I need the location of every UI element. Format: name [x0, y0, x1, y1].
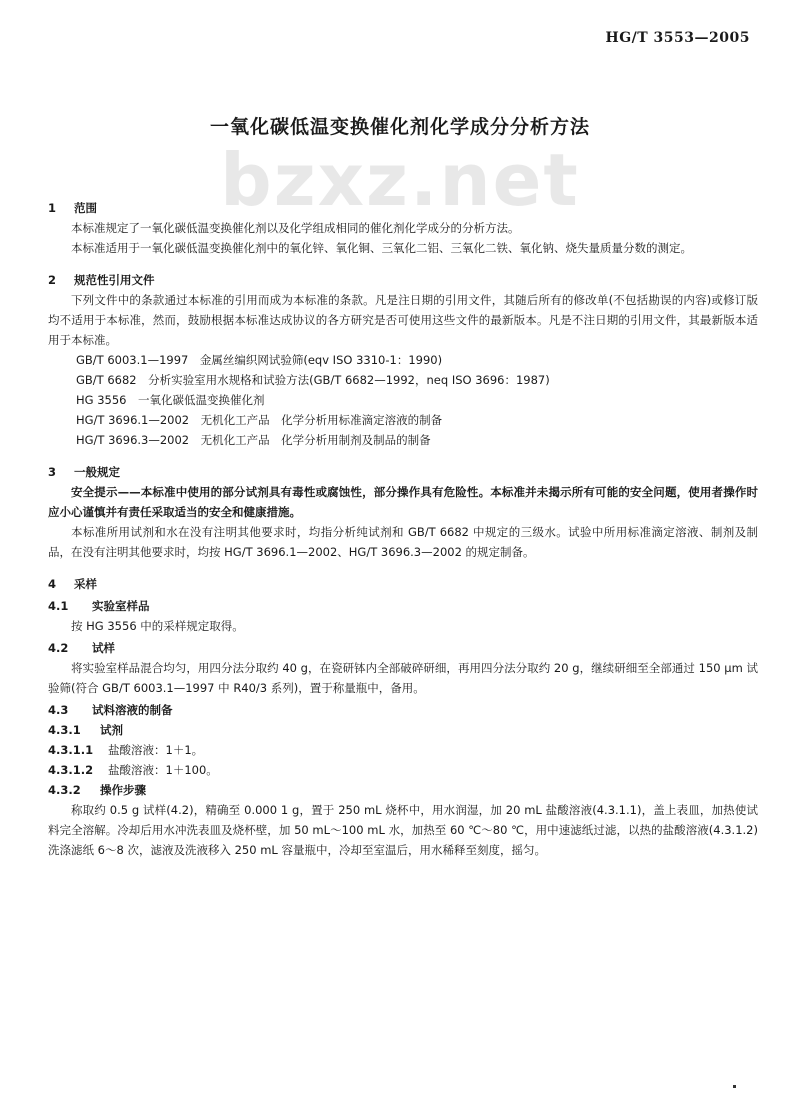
section-1-paragraph-2: 本标准适用于一氧化碳低温变换催化剂中的氧化锌、氧化铜、三氧化二铝、三氧化二铁、氧化钠、烧失量质量分数的测定。 — [71, 241, 692, 255]
reagent-item: 4.3.1.1 盐酸溶液：1＋1。 — [48, 743, 204, 757]
section-4-1-paragraph: 按 HG 3556 中的采样规定取得。 — [71, 619, 244, 633]
reference-item: GB/T 6682 分析实验室用水规格和试验方法(GB/T 6682—1992，neq ISO 3696：1987) — [76, 373, 550, 387]
section-3-paragraph-2: 本标准所用试剂和水在没有注明其他要求时，均指分析纯试剂和 GB/T 6682 中规定的三级水。试验中所用标准滴定溶液、制剂及制品，在没有注明其他要求时，均按 HG/T 3696.1—2002、HG/T 3696.3—2002 的规定制备。 — [48, 525, 758, 559]
section-4-1-heading: 4.1 实验室样品 — [48, 599, 150, 613]
section-2-paragraph-1: 下列文件中的条款通过本标准的引用而成为本标准的条款。凡是注日期的引用文件，其随后所有的修改单(不包括勘误的内容)或修订版均不适用于本标准，然而，鼓励根据本标准达成协议的各方研究是否可使用这些文件的最新版本。凡是不注日期的引用文件，其最新版本适用于本标准。 — [48, 293, 758, 347]
document-body — [48, 186, 758, 860]
section-4-2-paragraph: 将实验室样品混合均匀，用四分法分取约 40 g，在瓷研钵内全部破碎研细，再用四分法分取约 20 g，继续研细至全部通过 150 μm 试验筛(符合 GB/T 6003.1—1997 中 R40/3 系列)，置于称量瓶中，备用。 — [48, 661, 758, 695]
section-4-3-heading: 4.3 试料溶液的制备 — [48, 703, 173, 717]
section-4-3-2-heading: 4.3.2 操作步骤 — [48, 783, 146, 797]
procedure-paragraph: 称取约 0.5 g 试样(4.2)，精确至 0.000 1 g，置于 250 mL 烧杯中，用水润湿，加 20 mL 盐酸溶液(4.3.1.1)，盖上表皿，加热使试料完全溶解。冷却后用水冲洗表皿及烧杯壁，加 50 mL～100 mL 水，加热至 60 ℃～80 ℃，用中速滤纸过滤，以热的盐酸溶液(4.3.1.2)洗涤滤纸 6～8 次，滤液及洗液移入 250 mL 容量瓶中，冷却至室温后，用水稀释至刻度，摇匀。 — [48, 803, 758, 857]
reagent-item: 4.3.1.2 盐酸溶液：1＋100。 — [48, 763, 218, 777]
section-4-heading: 4 采样 — [48, 577, 97, 591]
section-1-paragraph-1: 本标准规定了一氧化碳低温变换催化剂以及化学组成相同的催化剂化学成分的分析方法。 — [71, 221, 520, 235]
watermark: bzxz.net — [220, 138, 580, 222]
section-1-heading: 1 范围 — [48, 201, 97, 215]
reference-item: HG 3556 一氧化碳低温变换催化剂 — [76, 393, 265, 407]
safety-notice: 安全提示——本标准中使用的部分试剂具有毒性或腐蚀性，部分操作具有危险性。本标准并未揭示所有可能的安全问题，使用者操作时应小心谨慎并有责任采取适当的安全和健康措施。 — [48, 485, 758, 519]
section-3-heading: 3 一般规定 — [48, 465, 120, 479]
section-2-heading: 2 规范性引用文件 — [48, 273, 155, 287]
section-4-3-1-heading: 4.3.1 试剂 — [48, 723, 123, 737]
page-mark — [733, 1085, 736, 1088]
section-4-2-heading: 4.2 试样 — [48, 641, 115, 655]
reference-item: HG/T 3696.1—2002 无机化工产品 化学分析用标准滴定溶液的制备 — [76, 413, 443, 427]
reference-item: HG/T 3696.3—2002 无机化工产品 化学分析用制剂及制品的制备 — [76, 433, 431, 447]
reference-item: GB/T 6003.1—1997 金属丝编织网试验筛(eqv ISO 3310-1：1990) — [76, 353, 443, 367]
standard-code: HG/T 3553—2005 — [605, 30, 750, 46]
page-title: 一氧化碳低温变换催化剂化学成分分析方法 — [209, 116, 590, 138]
